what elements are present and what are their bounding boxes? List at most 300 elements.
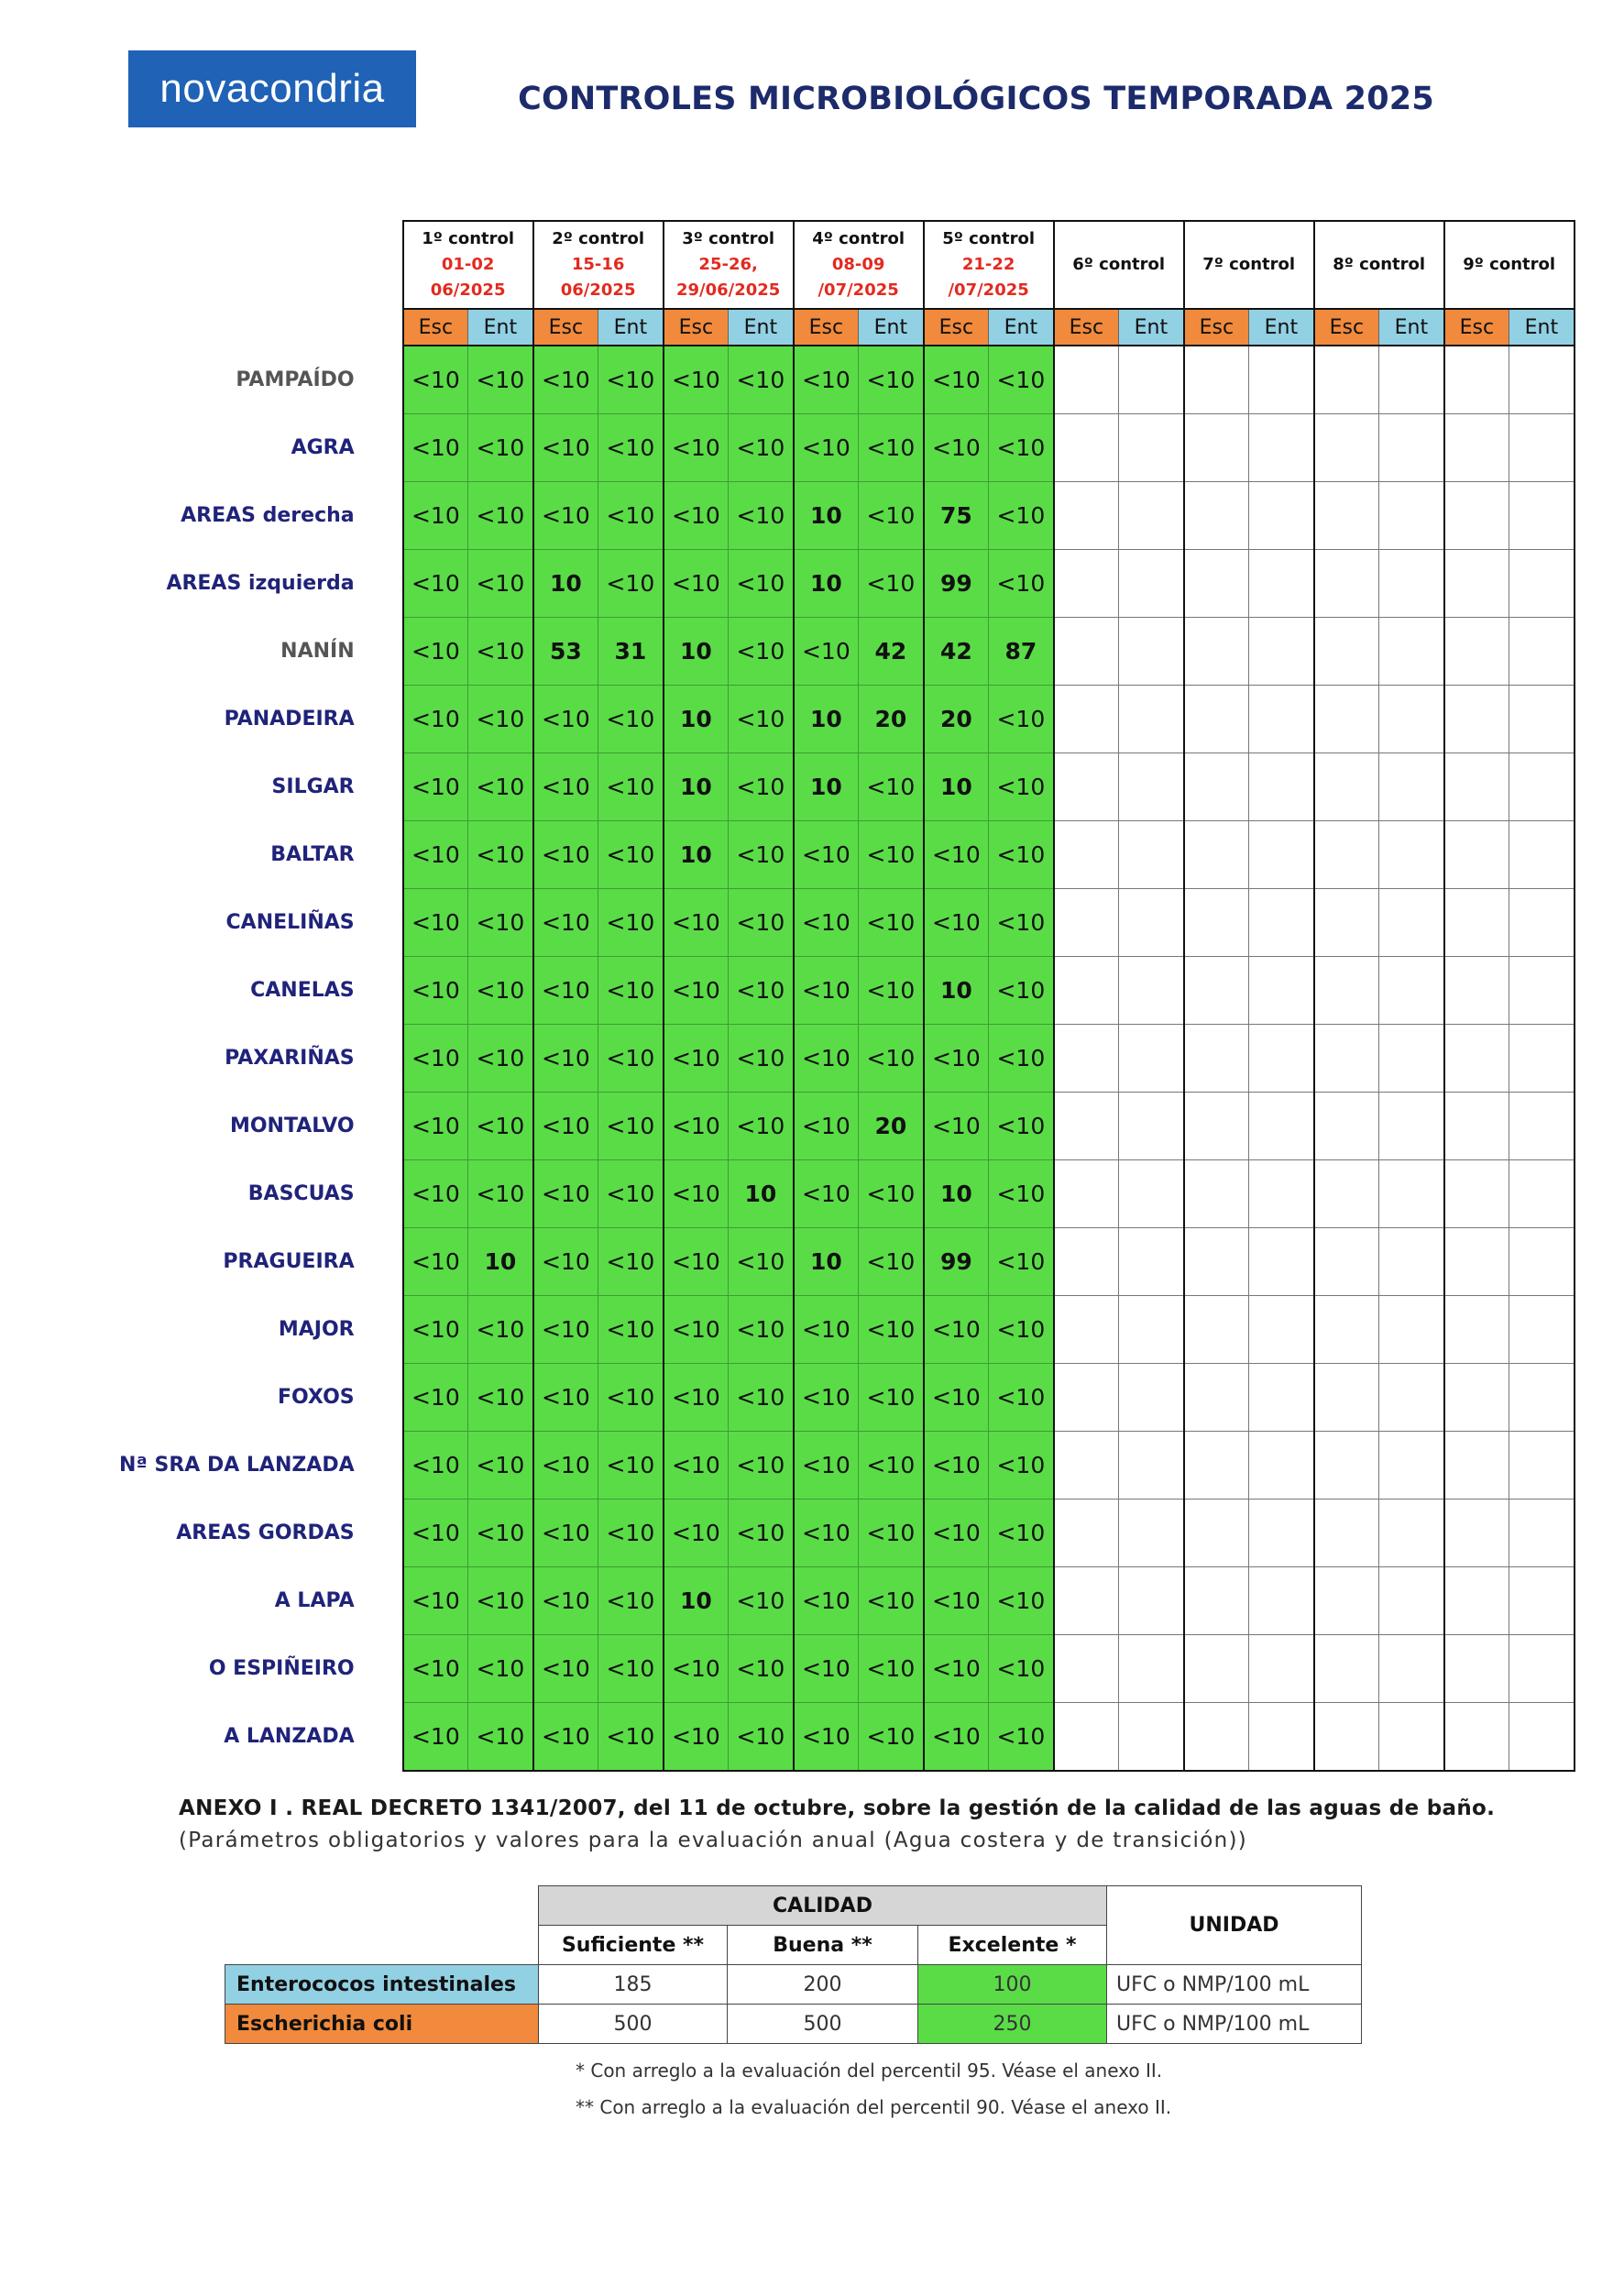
- beach-row: [119, 1296, 1575, 1364]
- beach-row: [119, 1228, 1575, 1296]
- result-cell: <10: [859, 1296, 924, 1364]
- result-cell: <10: [859, 1635, 924, 1703]
- beach-name: CANELIÑAS: [225, 911, 355, 934]
- empty-result-cell: [1444, 1093, 1509, 1160]
- result-cell: <10: [468, 1703, 533, 1772]
- result-cell: <10: [924, 1432, 989, 1500]
- result-cell: <10: [598, 821, 664, 889]
- beach-name: PRAGUEIRA: [223, 1250, 355, 1273]
- result-cell: <10: [403, 1364, 468, 1432]
- ent-subheader: Ent: [1119, 309, 1184, 346]
- empty-result-cell: [1379, 482, 1444, 550]
- result-cell: <10: [403, 1432, 468, 1500]
- empty-result-cell: [1054, 1364, 1119, 1432]
- empty-result-cell: [1509, 482, 1575, 550]
- result-cell: <10: [729, 1500, 794, 1567]
- value-suficiente: 500: [539, 2005, 728, 2044]
- result-cell: 10: [924, 1160, 989, 1228]
- empty-result-cell: [1119, 1296, 1184, 1364]
- empty-result-cell: [1184, 753, 1249, 821]
- result-cell: <10: [598, 550, 664, 618]
- empty-result-cell: [1184, 1160, 1249, 1228]
- empty-result-cell: [1379, 1364, 1444, 1432]
- result-cell: <10: [533, 821, 598, 889]
- empty-result-cell: [1444, 1567, 1509, 1635]
- result-cell: <10: [729, 1025, 794, 1093]
- beach-row: [119, 414, 1575, 482]
- result-cell: <10: [729, 482, 794, 550]
- beach-row: [119, 753, 1575, 821]
- result-cell: <10: [403, 1500, 468, 1567]
- result-cell: <10: [468, 1296, 533, 1364]
- result-cell: <10: [989, 1160, 1054, 1228]
- result-cell: <10: [729, 346, 794, 414]
- empty-result-cell: [1184, 1500, 1249, 1567]
- empty-result-cell: [1314, 482, 1379, 550]
- result-cell: <10: [859, 1228, 924, 1296]
- empty-result-cell: [1249, 1500, 1314, 1567]
- header-corner: [119, 221, 403, 309]
- empty-result-cell: [1314, 1703, 1379, 1772]
- result-cell: <10: [989, 414, 1054, 482]
- empty-result-cell: [1249, 1364, 1314, 1432]
- result-cell: <10: [598, 1500, 664, 1567]
- empty-result-cell: [1119, 346, 1184, 414]
- empty-result-cell: [1509, 889, 1575, 957]
- result-cell: <10: [403, 1635, 468, 1703]
- result-cell: <10: [533, 1703, 598, 1772]
- esc-subheader: Esc: [664, 309, 729, 346]
- empty-result-cell: [1379, 821, 1444, 889]
- result-cell: <10: [468, 1160, 533, 1228]
- result-cell: <10: [403, 482, 468, 550]
- control-label: 1º control: [422, 229, 515, 248]
- result-cell: 10: [664, 753, 729, 821]
- result-cell: <10: [403, 618, 468, 686]
- beach-row: [119, 1500, 1575, 1567]
- control-date: 21-22: [961, 255, 1015, 274]
- sub-header-row: [119, 309, 1575, 346]
- result-cell: <10: [598, 753, 664, 821]
- value-buena: 200: [728, 1965, 918, 2005]
- empty-result-cell: [1444, 1703, 1509, 1772]
- control-label: 3º control: [682, 229, 775, 248]
- result-cell: <10: [664, 1228, 729, 1296]
- empty-result-cell: [1119, 482, 1184, 550]
- empty-result-cell: [1444, 1364, 1509, 1432]
- result-cell: <10: [533, 414, 598, 482]
- empty-result-cell: [1314, 1160, 1379, 1228]
- result-cell: <10: [403, 1567, 468, 1635]
- empty-result-cell: [1249, 346, 1314, 414]
- result-cell: <10: [598, 346, 664, 414]
- result-cell: <10: [924, 1703, 989, 1772]
- result-cell: <10: [729, 1228, 794, 1296]
- beach-row: [119, 889, 1575, 957]
- empty-result-cell: [1379, 1567, 1444, 1635]
- beach-name: BALTAR: [270, 843, 355, 866]
- result-cell: <10: [598, 1635, 664, 1703]
- value-buena: 500: [728, 2005, 918, 2044]
- beach-name: NANÍN: [280, 640, 355, 663]
- result-cell: <10: [989, 1364, 1054, 1432]
- result-cell: 10: [664, 821, 729, 889]
- result-cell: <10: [859, 550, 924, 618]
- result-cell: <10: [664, 414, 729, 482]
- beach-row: [119, 1364, 1575, 1432]
- result-cell: <10: [468, 889, 533, 957]
- empty-result-cell: [1379, 1093, 1444, 1160]
- result-cell: <10: [989, 889, 1054, 957]
- subheader-corner: [119, 309, 403, 346]
- result-cell: <10: [989, 1432, 1054, 1500]
- empty-result-cell: [1379, 889, 1444, 957]
- empty-result-cell: [1249, 1567, 1314, 1635]
- empty-result-cell: [1119, 618, 1184, 686]
- empty-result-cell: [1444, 1228, 1509, 1296]
- param-ecoli: Escherichia coli: [225, 2005, 539, 2044]
- empty-result-cell: [1119, 1432, 1184, 1500]
- result-cell: 10: [794, 1228, 859, 1296]
- result-cell: <10: [664, 1296, 729, 1364]
- unit-cell: UFC o NMP/100 mL: [1107, 1965, 1362, 2005]
- empty-result-cell: [1054, 1567, 1119, 1635]
- empty-result-cell: [1379, 753, 1444, 821]
- result-cell: <10: [403, 346, 468, 414]
- empty-result-cell: [1119, 1364, 1184, 1432]
- result-cell: <10: [533, 1228, 598, 1296]
- beach-row: [119, 1635, 1575, 1703]
- empty-result-cell: [1509, 1160, 1575, 1228]
- result-cell: <10: [859, 889, 924, 957]
- control-date: /07/2025: [817, 280, 899, 300]
- empty-result-cell: [1184, 1635, 1249, 1703]
- result-cell: 10: [729, 1160, 794, 1228]
- empty-result-cell: [1444, 889, 1509, 957]
- calidad-header: CALIDAD: [539, 1886, 1107, 1926]
- result-cell: <10: [989, 1635, 1054, 1703]
- control-label: 2º control: [552, 229, 645, 248]
- results-table-container: [119, 220, 1575, 1772]
- empty-result-cell: [1249, 1025, 1314, 1093]
- empty-result-cell: [1184, 1364, 1249, 1432]
- result-cell: <10: [403, 550, 468, 618]
- control-date: 01-02: [441, 255, 495, 274]
- empty-result-cell: [1314, 1296, 1379, 1364]
- result-cell: <10: [598, 482, 664, 550]
- category-suficiente: Suficiente **: [539, 1926, 728, 1965]
- result-cell: <10: [794, 414, 859, 482]
- empty-result-cell: [1444, 346, 1509, 414]
- result-cell: <10: [859, 1364, 924, 1432]
- empty-result-cell: [1444, 753, 1509, 821]
- result-cell: <10: [598, 1567, 664, 1635]
- beach-name: AREAS GORDAS: [176, 1522, 355, 1544]
- result-cell: <10: [664, 1703, 729, 1772]
- empty-result-cell: [1054, 1025, 1119, 1093]
- beach-name: PAMPAÍDO: [236, 368, 355, 391]
- result-cell: <10: [859, 1500, 924, 1567]
- annex-title: ANEXO I . REAL DECRETO 1341/2007, del 11 de octubre, sobre la gestión de la calidad de las aguas de baño.: [179, 1796, 1496, 1820]
- control-date: 29/06/2025: [675, 280, 781, 300]
- control-header-3: [664, 221, 794, 309]
- result-cell: <10: [533, 1093, 598, 1160]
- result-cell: 10: [664, 618, 729, 686]
- empty-result-cell: [1054, 686, 1119, 753]
- empty-result-cell: [1054, 414, 1119, 482]
- result-cell: <10: [403, 1093, 468, 1160]
- empty-result-cell: [1509, 957, 1575, 1025]
- ent-subheader: Ent: [729, 309, 794, 346]
- result-cell: <10: [859, 1025, 924, 1093]
- result-cell: <10: [794, 1432, 859, 1500]
- beach-name: BASCUAS: [247, 1182, 355, 1205]
- ent-subheader: Ent: [859, 309, 924, 346]
- empty-result-cell: [1314, 1567, 1379, 1635]
- result-cell: <10: [924, 414, 989, 482]
- result-cell: <10: [989, 753, 1054, 821]
- result-cell: <10: [664, 1635, 729, 1703]
- result-cell: <10: [403, 753, 468, 821]
- control-label: 6º control: [1072, 255, 1166, 274]
- empty-result-cell: [1119, 1567, 1184, 1635]
- empty-result-cell: [1444, 414, 1509, 482]
- result-cell: <10: [664, 1093, 729, 1160]
- result-cell: <10: [729, 889, 794, 957]
- empty-result-cell: [1314, 550, 1379, 618]
- empty-result-cell: [1054, 957, 1119, 1025]
- result-cell: <10: [989, 1025, 1054, 1093]
- result-cell: 75: [924, 482, 989, 550]
- result-cell: 10: [664, 1567, 729, 1635]
- result-cell: <10: [533, 1500, 598, 1567]
- empty-result-cell: [1119, 1025, 1184, 1093]
- empty-result-cell: [1314, 1364, 1379, 1432]
- control-date: 08-09: [831, 255, 885, 274]
- empty-result-cell: [1054, 1703, 1119, 1772]
- value-suficiente: 185: [539, 1965, 728, 2005]
- empty-result-cell: [1249, 1635, 1314, 1703]
- result-cell: <10: [598, 1228, 664, 1296]
- empty-result-cell: [1509, 686, 1575, 753]
- control-date: 25-26,: [698, 255, 758, 274]
- result-cell: <10: [468, 821, 533, 889]
- result-cell: <10: [859, 1703, 924, 1772]
- empty-result-cell: [1119, 686, 1184, 753]
- beach-name: FOXOS: [277, 1386, 355, 1409]
- result-cell: <10: [729, 1432, 794, 1500]
- result-cell: <10: [664, 1160, 729, 1228]
- empty-result-cell: [1379, 1228, 1444, 1296]
- control-label: 9º control: [1463, 255, 1556, 274]
- result-cell: <10: [533, 346, 598, 414]
- result-cell: <10: [859, 753, 924, 821]
- empty-result-cell: [1379, 957, 1444, 1025]
- empty-result-cell: [1184, 1432, 1249, 1500]
- result-cell: <10: [664, 1500, 729, 1567]
- result-cell: <10: [664, 346, 729, 414]
- result-cell: <10: [468, 414, 533, 482]
- result-cell: <10: [598, 1296, 664, 1364]
- result-cell: <10: [989, 957, 1054, 1025]
- result-cell: <10: [468, 753, 533, 821]
- result-cell: <10: [989, 1567, 1054, 1635]
- result-cell: 10: [664, 686, 729, 753]
- result-cell: <10: [794, 1296, 859, 1364]
- category-buena: Buena **: [728, 1926, 918, 1965]
- result-cell: <10: [598, 414, 664, 482]
- result-cell: <10: [468, 1500, 533, 1567]
- result-cell: <10: [794, 1567, 859, 1635]
- result-cell: <10: [924, 1567, 989, 1635]
- beach-row: [119, 618, 1575, 686]
- empty-result-cell: [1184, 1296, 1249, 1364]
- result-cell: <10: [794, 821, 859, 889]
- empty-result-cell: [1249, 482, 1314, 550]
- empty-result-cell: [1444, 686, 1509, 753]
- result-cell: <10: [729, 414, 794, 482]
- empty-result-cell: [1379, 1025, 1444, 1093]
- empty-result-cell: [1509, 1228, 1575, 1296]
- empty-result-cell: [1444, 482, 1509, 550]
- result-cell: 10: [924, 957, 989, 1025]
- result-cell: <10: [403, 1160, 468, 1228]
- empty-result-cell: [1249, 618, 1314, 686]
- empty-result-cell: [1249, 821, 1314, 889]
- result-cell: <10: [859, 1567, 924, 1635]
- category-excelente: Excelente *: [918, 1926, 1107, 1965]
- result-cell: <10: [468, 1432, 533, 1500]
- empty-result-cell: [1379, 1296, 1444, 1364]
- empty-result-cell: [1509, 753, 1575, 821]
- result-cell: <10: [533, 889, 598, 957]
- result-cell: <10: [924, 1500, 989, 1567]
- unit-cell: UFC o NMP/100 mL: [1107, 2005, 1362, 2044]
- empty-result-cell: [1184, 957, 1249, 1025]
- empty-result-cell: [1054, 1500, 1119, 1567]
- result-cell: <10: [468, 1567, 533, 1635]
- esc-subheader: Esc: [924, 309, 989, 346]
- empty-result-cell: [1249, 686, 1314, 753]
- control-date: 06/2025: [560, 280, 636, 300]
- control-date: /07/2025: [948, 280, 1029, 300]
- result-cell: <10: [794, 1364, 859, 1432]
- result-cell: <10: [468, 1364, 533, 1432]
- result-cell: <10: [468, 482, 533, 550]
- control-header-5: [924, 221, 1054, 309]
- beach-name: PAXARIÑAS: [225, 1047, 355, 1070]
- esc-subheader: Esc: [1054, 309, 1119, 346]
- control-header-9: [1444, 221, 1575, 309]
- result-cell: <10: [468, 550, 533, 618]
- empty-result-cell: [1119, 889, 1184, 957]
- empty-result-cell: [1509, 1567, 1575, 1635]
- result-cell: <10: [533, 753, 598, 821]
- beach-name: CANELAS: [250, 979, 355, 1002]
- result-cell: <10: [729, 957, 794, 1025]
- empty-result-cell: [1379, 1432, 1444, 1500]
- empty-result-cell: [1119, 414, 1184, 482]
- result-cell: <10: [403, 1703, 468, 1772]
- empty-result-cell: [1314, 753, 1379, 821]
- empty-result-cell: [1249, 1093, 1314, 1160]
- empty-result-cell: [1314, 889, 1379, 957]
- result-cell: <10: [468, 1093, 533, 1160]
- empty-result-cell: [1509, 1296, 1575, 1364]
- result-cell: <10: [794, 889, 859, 957]
- beach-name: Nª SRA DA LANZADA: [119, 1454, 355, 1477]
- esc-subheader: Esc: [1314, 309, 1379, 346]
- result-cell: <10: [403, 1025, 468, 1093]
- empty-result-cell: [1314, 686, 1379, 753]
- value-excelente: 250: [918, 2005, 1107, 2044]
- footnote-percentil-90: ** Con arreglo a la evaluación del percentil 90. Véase el anexo II.: [576, 2096, 1172, 2118]
- result-cell: <10: [729, 550, 794, 618]
- result-cell: 10: [924, 753, 989, 821]
- result-cell: <10: [403, 686, 468, 753]
- empty-result-cell: [1444, 957, 1509, 1025]
- beach-name: MAJOR: [278, 1318, 355, 1341]
- footnote-percentil-95: * Con arreglo a la evaluación del percentil 95. Véase el anexo II.: [576, 2060, 1163, 2082]
- quality-table-container: [225, 1885, 1362, 2044]
- result-cell: 10: [794, 686, 859, 753]
- beach-row: [119, 1703, 1575, 1772]
- result-cell: <10: [468, 686, 533, 753]
- empty-result-cell: [1379, 346, 1444, 414]
- result-cell: <10: [729, 1703, 794, 1772]
- empty-result-cell: [1184, 1228, 1249, 1296]
- result-cell: <10: [729, 1364, 794, 1432]
- empty-result-cell: [1119, 1703, 1184, 1772]
- esc-subheader: Esc: [794, 309, 859, 346]
- ent-subheader: Ent: [598, 309, 664, 346]
- result-cell: <10: [794, 1160, 859, 1228]
- result-cell: <10: [989, 686, 1054, 753]
- result-cell: <10: [794, 1093, 859, 1160]
- result-cell: 10: [794, 550, 859, 618]
- ent-subheader: Ent: [1379, 309, 1444, 346]
- empty-result-cell: [1054, 1228, 1119, 1296]
- control-label: 5º control: [942, 229, 1036, 248]
- empty-result-cell: [1314, 1093, 1379, 1160]
- empty-result-cell: [1119, 1228, 1184, 1296]
- empty-result-cell: [1184, 550, 1249, 618]
- result-cell: <10: [533, 1296, 598, 1364]
- result-cell: <10: [468, 618, 533, 686]
- empty-result-cell: [1509, 1432, 1575, 1500]
- empty-result-cell: [1249, 414, 1314, 482]
- result-cell: <10: [794, 1703, 859, 1772]
- result-cell: <10: [468, 1635, 533, 1703]
- result-cell: <10: [924, 346, 989, 414]
- empty-result-cell: [1184, 1703, 1249, 1772]
- result-cell: <10: [598, 1703, 664, 1772]
- empty-result-cell: [1119, 1093, 1184, 1160]
- empty-result-cell: [1444, 550, 1509, 618]
- beach-row: [119, 957, 1575, 1025]
- result-cell: <10: [664, 1432, 729, 1500]
- result-cell: 20: [859, 1093, 924, 1160]
- result-cell: <10: [729, 1635, 794, 1703]
- result-cell: <10: [664, 957, 729, 1025]
- empty-result-cell: [1054, 1296, 1119, 1364]
- result-cell: <10: [859, 1432, 924, 1500]
- result-cell: 10: [794, 482, 859, 550]
- result-cell: <10: [794, 957, 859, 1025]
- empty-result-cell: [1509, 414, 1575, 482]
- esc-subheader: Esc: [533, 309, 598, 346]
- empty-result-cell: [1509, 346, 1575, 414]
